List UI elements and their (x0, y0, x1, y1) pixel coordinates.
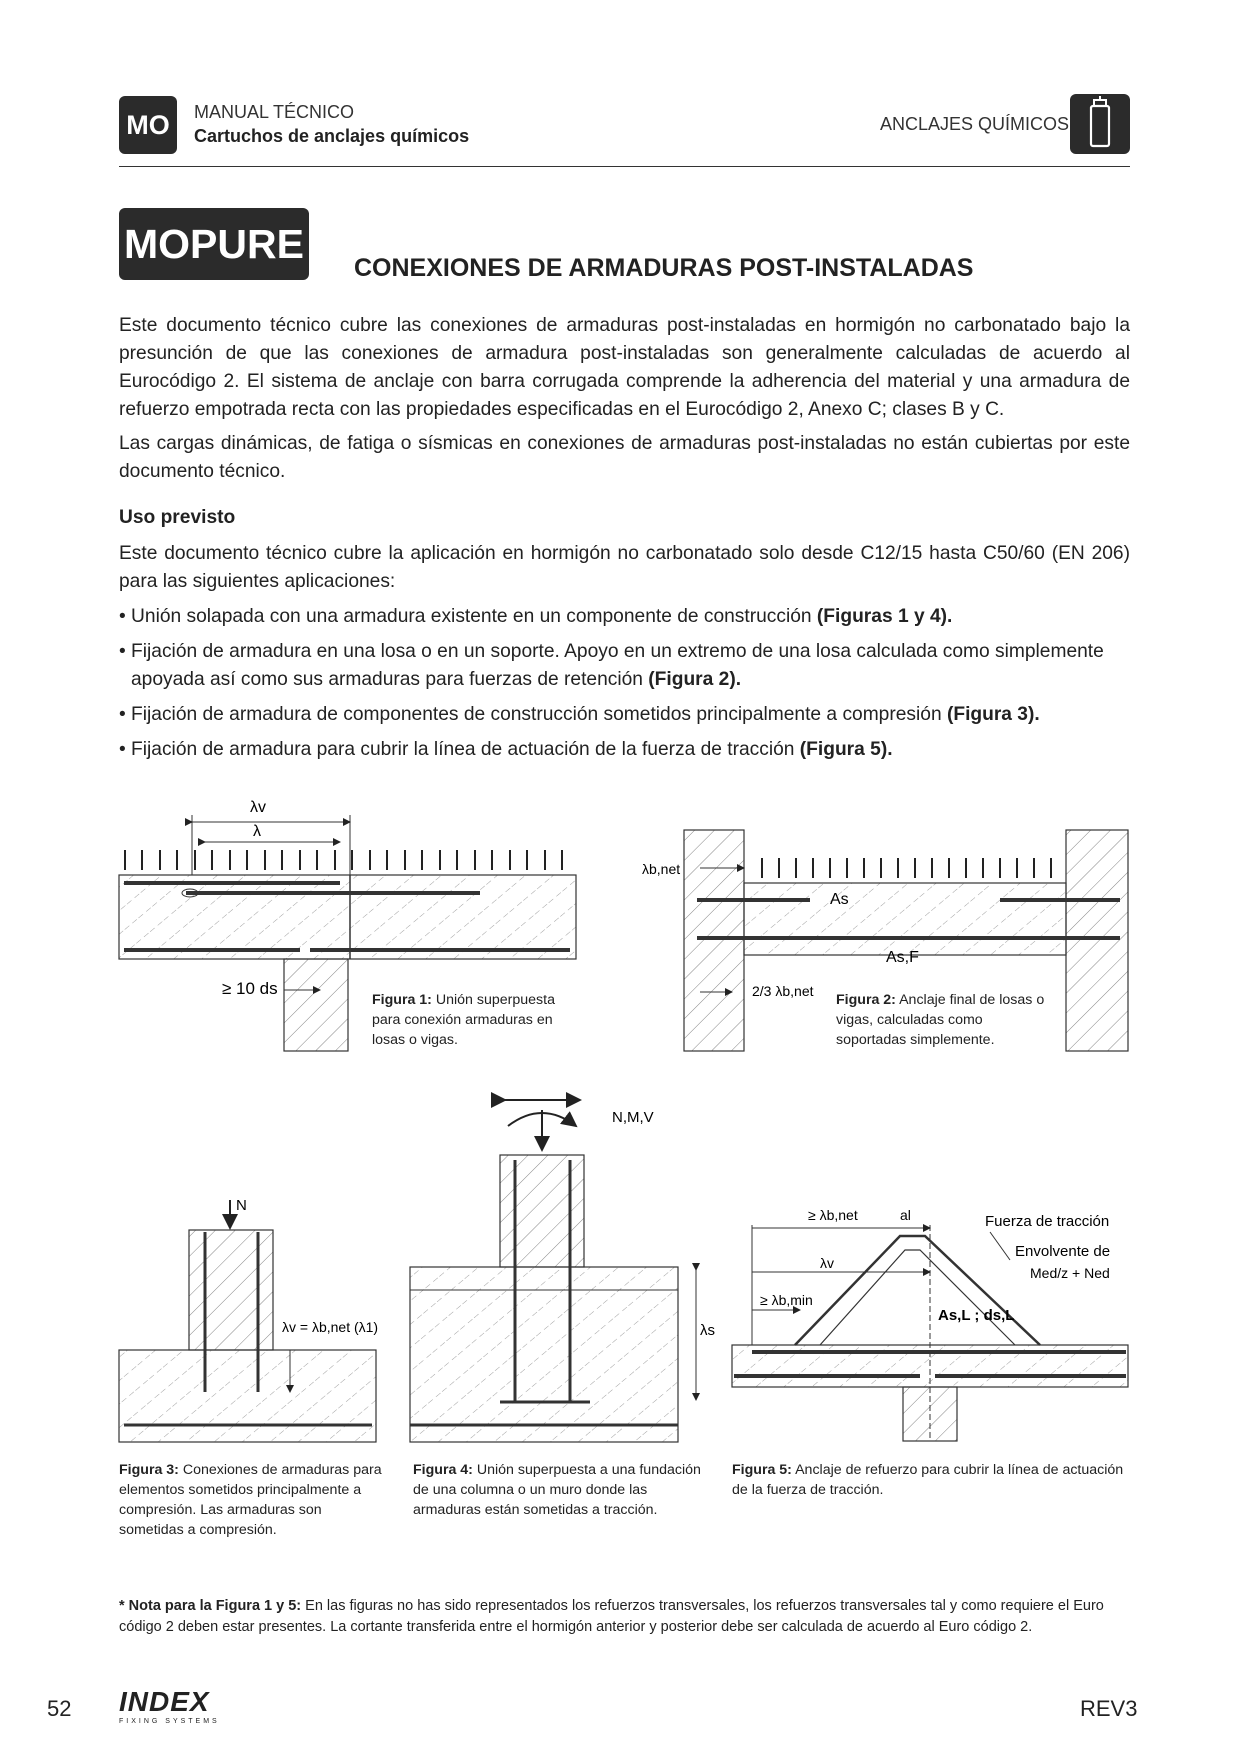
fig5-lv-label: λv (820, 1255, 834, 1271)
header-subtitle: Cartuchos de anclajes químicos (194, 126, 470, 146)
figure-2-caption: Figura 2: Anclaje final de losas o vigas, calculadas como soportadas simplemente. (836, 992, 1045, 1048)
fig4-nmv-label: N,M,V (612, 1109, 654, 1126)
fig2-frac-label: 2/3 λb,net (752, 983, 814, 999)
fig2-asf-label: As,F (886, 949, 919, 966)
revision-label: REV3 (1080, 1696, 1138, 1721)
fig5-lbmin-label: ≥ λb,min (760, 1292, 813, 1308)
fig3-formula-label: λv = λb,net (λ1) (282, 1319, 379, 1335)
page-title: CONEXIONES DE ARMADURAS POST-INSTALADAS (354, 254, 974, 282)
list-item: • Fijación de armadura de componentes de construcción sometidos principalmente a compresión (Figura 3). (119, 704, 1040, 725)
fig3-n-label: N (236, 1197, 247, 1214)
fig1-ds-label: ≥ 10 ds (222, 979, 278, 998)
figure-5-caption: Figura 5: Anclaje de refuerzo para cubrir la línea de actuación de la fuerza de tracción. (732, 1462, 1124, 1498)
fig5-al-label: al (900, 1207, 911, 1223)
dynamic-loads-paragraph: Las cargas dinámicas, de fatiga o sísmicas en conexiones de armaduras post-instaladas no están cubiertas por este documento técnico. (119, 433, 1130, 482)
fig5-lbnet-label: ≥ λb,net (808, 1207, 858, 1223)
figure-1-caption: Figura 1: Unión superpuesta para conexión armaduras en losas o vigas. (372, 992, 555, 1048)
uso-intro: Este documento técnico cubre la aplicación en hormigón no carbonatado solo desde C12/15 hasta C50/60 (EN 206) para las siguientes aplicaciones: (119, 543, 1130, 592)
fig1-l-label: λ (253, 823, 261, 840)
section-badge: MO (119, 96, 177, 154)
fig1-lv-label: λv (250, 799, 266, 816)
figure-4-caption: Figura 4: Unión superpuesta a una fundación de una columna o un muro donde las armaduras están sometidas a tracción. (413, 1462, 701, 1518)
page-number: 52 (47, 1696, 72, 1721)
uso-heading: Uso previsto (119, 507, 236, 528)
figure-note: * Nota para la Figura 1 y 5: En las figuras no has sido representados los refuerzos transversales, los refuerzos transversales tal y como requiere el Euro código 2 deben estar presentes. La cortante transferida entre el hormigón anterior y posterior debe ser calculada de acuerdo al Euro código 2. (119, 1598, 1104, 1635)
fig2-lbnet-label: λb,net (642, 861, 681, 877)
fig5-asl-label: As,L ; ds,L (938, 1307, 1015, 1324)
fig5-env1-label: Envolvente de (1015, 1243, 1111, 1260)
list-item: • Unión solapada con una armadura existente en un componente de construcción (Figuras 1 y 4). (119, 606, 953, 627)
list-item: • Fijación de armadura para cubrir la línea de actuación de la fuerza de tracción (Figura 5). (119, 739, 893, 760)
fig5-fuerza-label: Fuerza de tracción (985, 1213, 1110, 1230)
figure-3-caption: Figura 3: Conexiones de armaduras para elementos sometidos principalmente a compresión. Las armaduras son sometidas a compresión. (119, 1462, 382, 1538)
index-logo: INDEX FIXING SYSTEMS (119, 1686, 220, 1725)
intro-paragraph: Este documento técnico cubre las conexiones de armaduras post-instaladas en hormigón no carbonatado bajo la presunción de que las conexiones de armadura post-instaladas son generalmente calculadas de acuerdo al Eurocódigo 2. El sistema de anclaje con barra corrugada comprende la adherencia del material y una armadura de refuerzo empotrada recta con las propiedades especificadas en el Eurocódigo 2, Anexo C; clases B y C. (119, 315, 1130, 420)
list-item: • Fijación de armadura en una losa o en un soporte. Apoyo en un extremo de una losa calculada como simplemente apoyada así como sus armaduras para fuerzas de retención (Figura 2). (119, 641, 1104, 690)
fig4-ls-label: λs (700, 1322, 715, 1339)
figure-4-diagram (410, 1100, 696, 1442)
header-manual-title: MANUAL TÉCNICO (194, 102, 355, 122)
fig2-as-label: As (830, 891, 849, 908)
header-category: ANCLAJES QUÍMICOS (880, 114, 1070, 134)
product-badge: MOPURE (119, 208, 309, 280)
fig5-env2-label: Med/z + Ned (1030, 1265, 1110, 1281)
